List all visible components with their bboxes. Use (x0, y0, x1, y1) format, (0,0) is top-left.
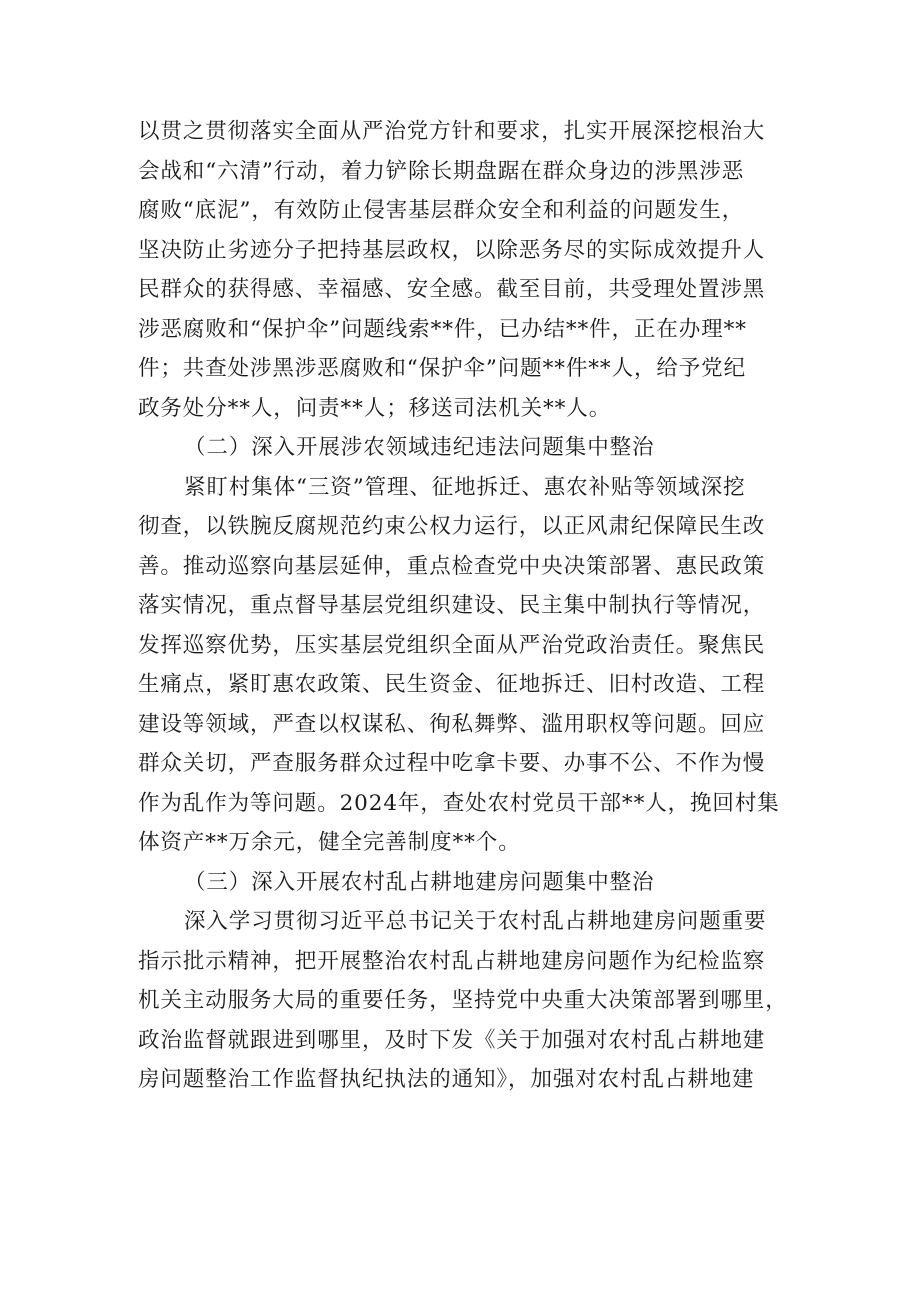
paragraph-line: 善。推动巡察向基层延伸，重点检查党中央决策部署、惠民政策 (138, 553, 766, 579)
paragraph-3 (138, 902, 802, 1100)
document-body (138, 112, 802, 1100)
paragraph-1 (138, 112, 802, 428)
paragraph-line: 会战和“六清”行动，着力铲除长期盘踞在群众身边的涉黑涉恶 (138, 158, 745, 184)
paragraph-line: 生痛点，紧盯惠农政策、民生资金、征地拆迁、旧村改造、工程 (138, 672, 766, 697)
paragraph-line: 指示批示精神，把开展整治农村乱占耕地建房问题作为纪检监察 (138, 948, 766, 974)
paragraph-line: 件；共查处涉黑涉恶腐败和“保护伞”问题**件**人，给予党纪 (138, 356, 746, 381)
section-heading-3: （三）深入开展农村乱占耕地建房问题集中整治 (184, 869, 655, 895)
paragraph-line: 彻查，以铁腕反腐规范约束公权力运行，以正风肃纪保障民生改 (138, 514, 766, 539)
paragraph-line: 以贯之贯彻落实全面从严治党方针和要求，扎实开展深挖根治大 (138, 119, 766, 144)
paragraph-line: 民群众的获得感、幸福感、安全感。截至目前，共受理处置涉黑 (138, 277, 766, 302)
paragraph-line: 落实情况，重点督导基层党组织建设、民主集中制执行等情况， (138, 593, 766, 618)
paragraph-line: 建设等领域，严查以权谋私、徇私舞弊、滥用职权等问题。回应 (138, 711, 766, 737)
paragraph-line: 政务处分**人，问责**人；移送司法机关**人。 (138, 395, 612, 421)
paragraph-2 (138, 468, 802, 863)
paragraph-line: 深入学习贯彻习近平总书记关于农村乱占耕地建房问题重要 (184, 909, 767, 934)
paragraph-line: 坚决防止劣迹分子把持基层政权，以除恶务尽的实际成效提升人 (138, 237, 766, 263)
paragraph-line: 群众关切，严查服务群众过程中吃拿卡要、办事不公、不作为慢 (138, 751, 766, 776)
paragraph-line: 紧盯村集体“三资”管理、征地拆迁、惠农补贴等领域深挖 (184, 474, 746, 500)
paragraph-line: 发挥巡察优势，压实基层党组织全面从严治党政治责任。聚焦民 (138, 632, 766, 658)
paragraph-line: 机关主动服务大局的重要任务，坚持党中央重大决策部署到哪里， (138, 988, 788, 1013)
paragraph-line: 政治监督就跟进到哪里，及时下发《关于加强对农村乱占耕地建 (138, 1027, 766, 1053)
paragraph-line: 房问题整治工作监督执纪执法的通知》，加强对农村乱占耕地建 (138, 1067, 755, 1092)
paragraph-line: 作为乱作为等问题。2024年，查处农村党员干部**人，挽回村集 (138, 790, 780, 816)
section-heading-2: （二）深入开展涉农领域违纪违法问题集中整治 (184, 435, 655, 460)
paragraph-line: 腐败“底泥”，有效防止侵害基层群众安全和利益的问题发生， (138, 198, 745, 223)
paragraph-line: 涉恶腐败和“保护伞”问题线索**件，已办结**件，正在办理** (138, 316, 747, 342)
paragraph-line: 体资产**万余元，健全完善制度**个。 (138, 830, 521, 855)
